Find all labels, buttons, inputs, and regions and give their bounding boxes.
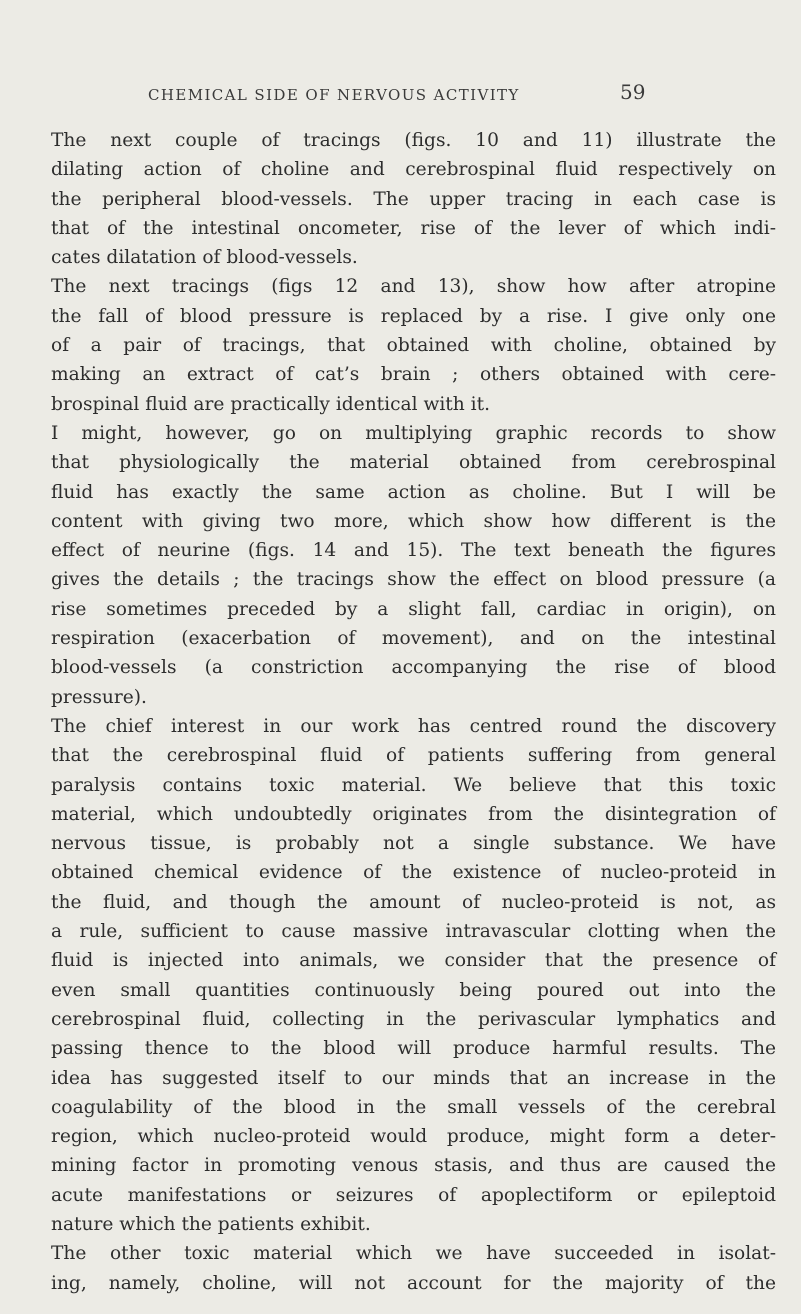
text-line: mining factor in promoting venous stasis, and thus are caused the	[51, 1155, 776, 1177]
text-line: obtained chemical evidence of the existence of nucleo-proteid in	[51, 862, 776, 884]
text-line: cerebrospinal fluid, collecting in the perivascular lymphatics and	[51, 1008, 776, 1030]
text-line: the fall of blood pressure is replaced by a rise. I give only one	[51, 305, 776, 327]
running-title: CHEMICAL SIDE OF NERVOUS ACTIVITY	[148, 86, 520, 104]
text-line: blood-vessels (a constriction accompanying the rise of blood	[51, 657, 776, 679]
text-line: dilating action of choline and cerebrospinal fluid respectively on	[51, 159, 776, 181]
text-line: cates dilatation of blood-vessels.	[51, 247, 358, 269]
text-line: paralysis contains toxic material. We believe that this toxic	[51, 774, 776, 796]
text-line: content with giving two more, which show how different is the	[51, 510, 776, 532]
text-line: that of the intestinal oncometer, rise of the lever of which indi-	[51, 217, 776, 239]
running-head	[0, 80, 801, 110]
text-line: passing thence to the blood will produce harmful results. The	[51, 1038, 776, 1060]
text-line: brospinal fluid are practically identical with it.	[51, 393, 490, 415]
text-line: the peripheral blood-vessels. The upper tracing in each case is	[51, 188, 776, 210]
text-line: region, which nucleo-proteid would produce, might form a deter-	[51, 1126, 776, 1148]
text-line: The chief interest in our work has centred round the discovery	[51, 715, 776, 737]
text-line: even small quantities continuously being poured out into the	[51, 979, 776, 1001]
text-line: fluid has exactly the same action as choline. But I will be	[51, 481, 776, 503]
text-line: that physiologically the material obtained from cerebrospinal	[51, 452, 776, 474]
text-line: The next couple of tracings (figs. 10 and 11) illustrate the	[51, 130, 776, 151]
text-line: idea has suggested itself to our minds that an increase in the	[51, 1067, 776, 1089]
text-line: respiration (exacerbation of movement), and on the intestinal	[51, 628, 776, 650]
text-line: of a pair of tracings, that obtained with choline, obtained by	[51, 335, 776, 357]
text-line: coagulability of the blood in the small vessels of the cerebral	[51, 1096, 776, 1118]
text-line: ing, namely, choline, will not account for the majority of the	[51, 1272, 776, 1294]
text-line: acute manifestations or seizures of apoplectiform or epileptoid	[51, 1184, 776, 1206]
text-line: material, which undoubtedly originates from the disintegration of	[51, 803, 776, 825]
text-line: a rule, sufficient to cause massive intravascular clotting when the	[51, 921, 776, 943]
text-line: fluid is injected into animals, we consider that the presence of	[51, 950, 776, 972]
text-line: effect of neurine (figs. 14 and 15). The text beneath the figures	[51, 540, 776, 562]
text-line: rise sometimes preceded by a slight fall, cardiac in origin), on	[51, 598, 776, 620]
text-line: that the cerebrospinal fluid of patients suffering from general	[51, 745, 776, 767]
body-text	[51, 126, 776, 1298]
text-line: The other toxic material which we have succeeded in isolat-	[51, 1243, 776, 1265]
text-line: the fluid, and though the amount of nucleo-proteid is not, as	[51, 891, 776, 913]
text-line: making an extract of cat’s brain ; others obtained with cere-	[51, 364, 776, 386]
text-line: pressure).	[51, 686, 147, 708]
text-line: nature which the patients exhibit.	[51, 1213, 371, 1235]
text-line: nervous tissue, is probably not a single substance. We have	[51, 833, 776, 855]
text-line: gives the details ; the tracings show the effect on blood pressure (a	[51, 569, 776, 591]
page-number: 59	[620, 80, 646, 104]
text-line: I might, however, go on multiplying graphic records to show	[51, 422, 776, 444]
text-line: The next tracings (figs 12 and 13), show how after atropine	[51, 276, 776, 298]
